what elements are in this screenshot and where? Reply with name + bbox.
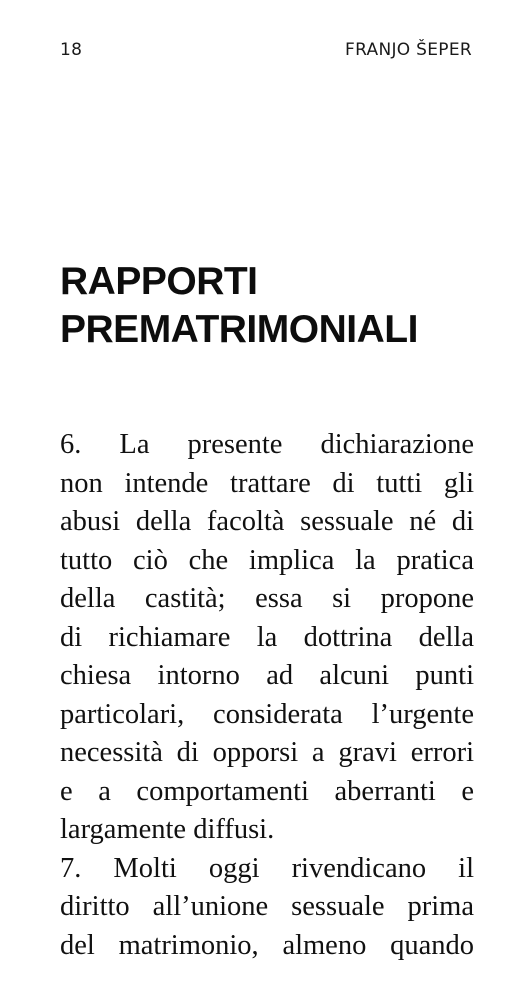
running-header [60,40,472,60]
text-line: e a comportamenti aberranti e [60,775,474,807]
text-line: chiesa intorno ad alcuni punti [60,660,474,691]
text-line: non intende trattare di tutti gli [60,467,474,499]
chapter-title-line-2: PREMATRIMONIALI [60,308,418,351]
text-line: largamente diffusi. [60,814,275,845]
text-line: necessità di opporsi a gravi errori [60,737,474,768]
text-line: abusi della facoltà sessuale né di [60,506,474,537]
text-line: tutto ciò che implica la pratica [60,544,474,576]
page-number: 18 [60,40,83,60]
text-line: della castità; essa si propone [60,583,474,614]
text-line: diritto all’unione sessuale prima [60,891,474,922]
text-line: del matrimonio, almeno quando [60,929,474,961]
text-line: 6. La presente dichiarazione [60,429,474,460]
text-line: di richiamare la dottrina della [60,621,474,653]
body-text [60,426,474,965]
text-line: 7. Molti oggi rivendicano il [60,852,474,884]
running-title: FRANJO ŠEPER [345,40,472,60]
text-line: particolari, considerata l’urgente [60,698,474,730]
chapter-title-line-1: RAPPORTI [60,260,258,303]
chapter-title [60,258,480,354]
